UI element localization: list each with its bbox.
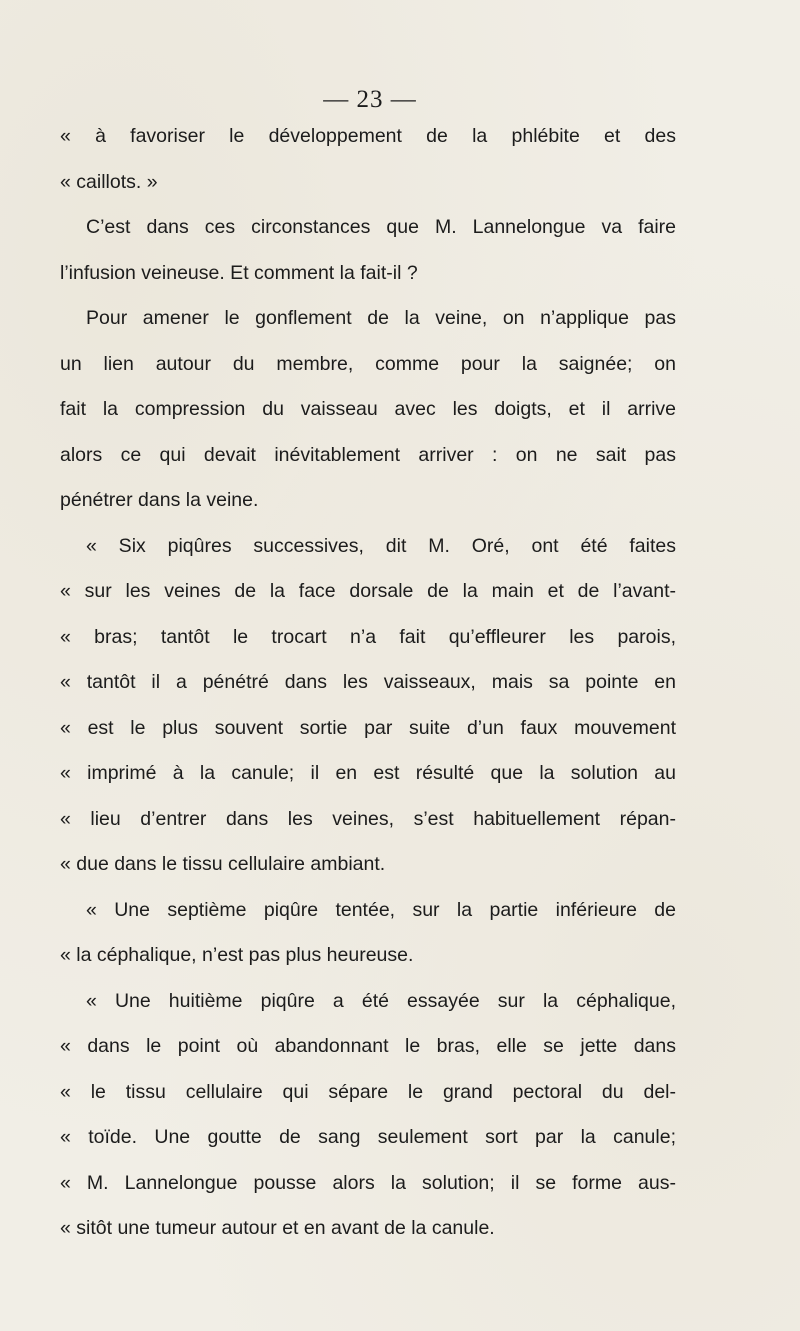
text-line: fait la compression du vaisseau avec les doigts, et il arrive	[60, 398, 676, 420]
text-line: C’est dans ces circonstances que M. Lannelongue va faire	[86, 216, 676, 238]
text-line: « caillots. »	[60, 170, 158, 193]
text-line: « Une septième piqûre tentée, sur la partie inférieure de	[86, 898, 676, 921]
text-line: pénétrer dans la veine.	[60, 489, 259, 511]
text-line: « sur les veines de la face dorsale de la main et de l’avant-	[60, 580, 676, 602]
text-line: Pour amener le gonflement de la veine, on n’applique pas	[86, 307, 676, 329]
text-line: « Six piqûres successives, dit M. Oré, ont été faites	[86, 534, 676, 557]
text-line: « toïde. Une goutte de sang seulement sort par la canule;	[60, 1126, 676, 1148]
text-line: « la céphalique, n’est pas plus heureuse.	[60, 944, 414, 966]
text-line: « est le plus souvent sortie par suite d’un faux mouvement	[60, 716, 676, 739]
text-line: « tantôt il a pénétré dans les vaisseaux, mais sa pointe en	[60, 671, 676, 693]
text-line: « sitôt une tumeur autour et en avant de la canule.	[60, 1217, 495, 1239]
text-line: « dans le point où abandonnant le bras, elle se jette dans	[60, 1035, 676, 1057]
text-line: « lieu d’entrer dans les veines, s’est habituellement répan-	[60, 807, 676, 830]
text-line: « à favoriser le développement de la phlébite et des	[60, 125, 676, 147]
text-line: « Une huitième piqûre a été essayée sur la céphalique,	[86, 989, 676, 1012]
text-line: alors ce qui devait inévitablement arriver : on ne sait pas	[60, 443, 676, 466]
body-text	[60, 114, 676, 1252]
page-number: — 23 —	[323, 86, 417, 113]
text-line: « due dans le tissu cellulaire ambiant.	[60, 853, 386, 875]
text-line: « bras; tantôt le trocart n’a fait qu’effleurer les parois,	[60, 625, 676, 648]
text-line: « M. Lannelongue pousse alors la solution; il se forme aus-	[60, 1171, 676, 1194]
text-line: « imprimé à la canule; il en est résulté que la solution au	[60, 762, 676, 784]
text-line: un lien autour du membre, comme pour la saignée; on	[60, 352, 676, 375]
text-line: l’infusion veineuse. Et comment la fait-il ?	[60, 261, 418, 284]
text-line: « le tissu cellulaire qui sépare le grand pectoral du del-	[60, 1080, 676, 1103]
